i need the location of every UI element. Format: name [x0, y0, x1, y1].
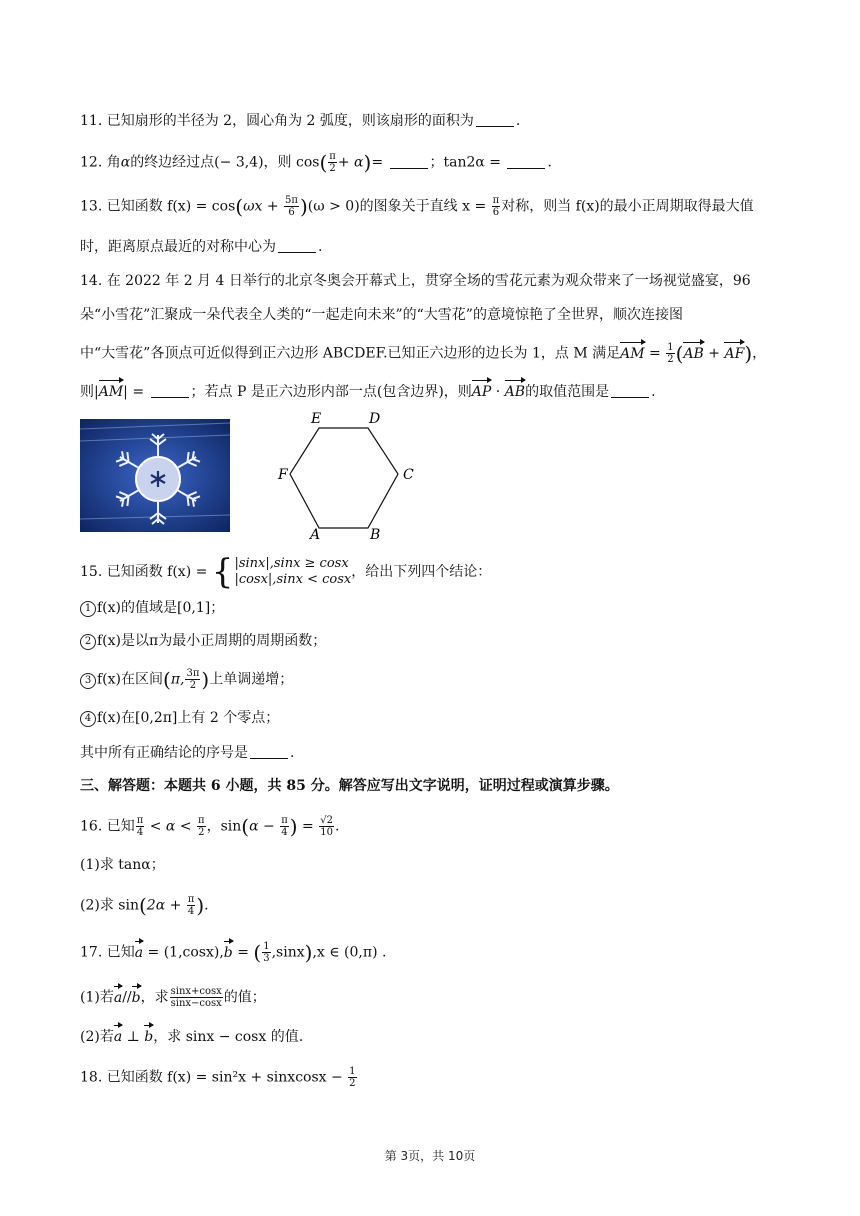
perpendicular-symbol: ⊥: [122, 1029, 145, 1045]
q16-part2-c: .: [204, 897, 209, 914]
frac-den: 4: [136, 827, 144, 838]
vector-a: a: [113, 989, 123, 1006]
hexagon-diagram: [270, 408, 430, 542]
vector-b: b: [144, 1029, 154, 1045]
fraction: [187, 894, 196, 917]
question-14-line-1: 14. 在 2022 年 2 月 4 日举行的北京冬奥会开幕式上，贯穿全场的雪花元素为观众带来了一场视觉盛宴，96: [80, 273, 751, 289]
frac-den: 2: [329, 163, 336, 174]
section-3-title: 三、解答题：本题共 6 小题，共 85 分。解答应写出文字说明，证明过程或演算步骤。: [80, 778, 619, 794]
vector-ab: AB: [683, 345, 704, 362]
q14-text-e: .: [651, 384, 656, 400]
question-14-line-3: [80, 342, 766, 365]
paren: (: [675, 341, 684, 366]
q14-text-c: ；若点 P 是正六边形内部一点(包含边界)，则: [190, 384, 472, 400]
fraction: [666, 342, 674, 365]
vector-b: b: [131, 989, 141, 1006]
abs-bar: |: [94, 384, 99, 400]
question-14-line-4: [80, 382, 656, 402]
q11-period: .: [515, 113, 521, 129]
frac-den: sinx−cosx: [170, 998, 222, 1009]
q17-text-b: = (1,cosx),: [143, 944, 224, 961]
fraction: [280, 815, 289, 838]
vertex-f: F: [278, 467, 288, 483]
answer-blank: [507, 154, 545, 169]
paren: ): [744, 341, 753, 366]
frac-num: π: [198, 815, 205, 826]
q16-part-2: [80, 894, 209, 917]
fraction: [170, 986, 223, 1009]
q16-text-f: .: [334, 818, 340, 835]
fraction: [262, 941, 270, 964]
q15-ask-end: .: [290, 745, 295, 761]
vector-am: AM: [98, 384, 124, 400]
q17-text-a: 17. 已知: [80, 944, 135, 961]
q13-text-f: .: [318, 239, 323, 255]
q15-ask: [80, 743, 294, 763]
q13-text-c: (ω > 0)的图象关于直线 x =: [307, 198, 491, 215]
q15-item-1: [80, 598, 224, 618]
frac-num: π: [281, 815, 288, 826]
q14-text-b: 则: [80, 384, 94, 400]
q13-text-a: 13. 已知函数 f(x) = cos: [80, 198, 236, 215]
q11-text: 11. 已知扇形的半径为 2，圆心角为 2 弧度，则该扇形的面积为: [80, 113, 474, 129]
item-text: f(x)在区间: [97, 671, 164, 688]
answer-blank: [390, 154, 428, 169]
frac-den: 6: [288, 207, 295, 218]
paren: (: [241, 814, 250, 839]
frac-num: 1: [263, 941, 270, 952]
item-text: f(x)在[0,2π]上有 2 个零点；: [97, 710, 280, 726]
q13-text-b: ωx +: [243, 198, 284, 215]
answer-blank: [151, 383, 189, 398]
q14-text-end: ，: [752, 345, 767, 362]
paren: (: [253, 940, 262, 965]
frac-num: π: [492, 195, 500, 206]
paren: ): [196, 893, 205, 918]
frac-den: 2: [198, 827, 205, 838]
answer-blank: [278, 238, 316, 253]
fraction: [348, 1066, 356, 1089]
circled-number: 1: [80, 601, 96, 617]
q17-text-e: ,x ∈ (0,π) .: [312, 944, 387, 961]
q16-text-c: ，sin: [206, 818, 242, 835]
q17-part-2: [80, 1027, 303, 1047]
q18-text: 18. 已知函数 f(x) = sin²x + sinxcosx −: [80, 1069, 348, 1086]
vertex-b: B: [370, 527, 381, 542]
item-text: f(x)是以π为最小正周期的周期函数；: [97, 633, 327, 649]
fraction: [319, 815, 334, 838]
question-16: [80, 815, 339, 838]
abs-bar: |: [123, 384, 128, 400]
frac-num: 1: [667, 342, 674, 353]
question-14-line-2: 朵“小雪花”汇聚成一朵代表全人类的“一起走向未来”的“大雪花”的意境惊艳了全世界，顺次连接图: [80, 307, 683, 323]
question-15-intro: [80, 552, 492, 592]
hexagon-shape: [290, 428, 398, 528]
q12-alpha: α: [120, 154, 131, 171]
vertex-d: D: [369, 411, 381, 427]
frac-den: 4: [281, 827, 288, 838]
case-1: |sinx|,sinx ≥ cosx: [234, 556, 349, 571]
page-footer: 第 3页，共 10页: [384, 1149, 476, 1163]
paren: ): [201, 667, 210, 692]
paren: ): [304, 940, 313, 965]
q14-text-a: 中“大雪花”各顶点可近似得到正六边形 ABCDEF.已知正六边形的边长为 1，点 M 满足: [80, 345, 621, 362]
frac-num: 5π: [285, 195, 298, 206]
frac-den: 2: [189, 680, 197, 691]
vector-a: a: [113, 1029, 123, 1045]
q15-ask-text: 其中所有正确结论的序号是: [80, 745, 248, 761]
question-11: [80, 111, 520, 131]
q17-p1-c: ，求: [140, 989, 169, 1006]
frac-num: 1: [349, 1066, 356, 1077]
q17-p2-a: (2)若: [80, 1029, 114, 1045]
q17-p1-d: 的值；: [223, 989, 266, 1006]
vector-b: b: [223, 944, 233, 961]
plus: +: [703, 345, 725, 362]
question-17: [80, 941, 386, 964]
snowflake-photo: [80, 419, 230, 532]
circled-number: 3: [80, 673, 96, 689]
question-18: [80, 1066, 358, 1089]
frac-den: 10: [320, 827, 333, 838]
q16-text-b: < α <: [145, 818, 197, 835]
frac-num: π: [187, 894, 195, 905]
q12-text-c: + α: [337, 154, 364, 171]
vector-ab: AB: [504, 384, 526, 400]
q16-text-a: 16. 已知: [80, 818, 135, 835]
vector-ap: AP: [471, 384, 492, 400]
q12-text-d: =: [371, 154, 388, 171]
fraction: [197, 815, 206, 838]
answer-blank: [476, 112, 514, 127]
dot-product: ·: [491, 384, 505, 400]
circled-number: 4: [80, 711, 96, 727]
fraction: [136, 815, 145, 838]
q12-text-f: .: [547, 154, 552, 171]
q12-text-b: 的终边经过点(− 3,4)，则 cos: [130, 154, 320, 171]
q14-text-d: 的取值范围是: [525, 384, 610, 400]
vector-a: a: [134, 944, 144, 961]
q16-part2-b: 2α +: [146, 897, 186, 914]
frac-num: π: [329, 151, 336, 162]
interval-left: π,: [170, 671, 185, 688]
q17-p2-c: ，求 sinx − cosx 的值.: [153, 1029, 304, 1045]
equals: =: [644, 345, 666, 362]
answer-blank: [250, 744, 288, 759]
q16-text-d: α −: [249, 818, 280, 835]
q15-item-3: [80, 668, 293, 691]
q16-part-1: (1)求 tanα；: [80, 857, 165, 873]
frac-den: 3: [263, 953, 270, 964]
paren: (: [235, 194, 244, 219]
frac-den: 6: [492, 207, 500, 218]
paren: (: [319, 150, 328, 175]
piecewise-cases: [234, 556, 351, 588]
answer-blank: [611, 383, 649, 398]
fraction: [492, 195, 501, 218]
q12-text-e: ；tan2α =: [429, 154, 506, 171]
frac-den: 2: [667, 354, 674, 365]
parallel-symbol: //: [122, 989, 132, 1006]
frac-den: 2: [349, 1078, 356, 1089]
q12-text-a: 12. 角: [80, 154, 121, 171]
q17-p1-a: (1)若: [80, 989, 114, 1006]
q15-item-4: [80, 708, 279, 728]
q15-text-a: 15. 已知函数 f(x) =: [80, 564, 212, 580]
paren: ): [299, 194, 308, 219]
item-text: f(x)的值域是[0,1]；: [97, 600, 225, 616]
q17-text-d: ,sinx: [271, 944, 305, 961]
snowflake-image: [80, 419, 230, 532]
vertex-c: C: [403, 467, 414, 483]
vector-am: AM: [620, 345, 645, 362]
equals: =: [297, 818, 319, 835]
frac-num: sinx+cosx: [170, 986, 222, 997]
frac-num: π: [136, 815, 144, 826]
circled-number: 2: [80, 634, 96, 650]
q17-part-1: [80, 986, 266, 1009]
paren: ): [363, 150, 372, 175]
paren: (: [138, 893, 147, 918]
question-13-line-1: [80, 195, 754, 218]
paren: (: [163, 667, 171, 692]
q16-part2-a: (2)求 sin: [80, 897, 139, 914]
brace: {: [211, 552, 234, 592]
equals: =: [127, 384, 149, 400]
frac-num: 3π: [186, 668, 200, 679]
paren: ): [289, 814, 298, 839]
vertex-e: E: [311, 411, 322, 427]
case-2: |cosx|,sinx < cosx: [234, 572, 352, 587]
question-13-line-2: [80, 237, 322, 257]
frac-den: 4: [187, 906, 195, 917]
fraction: [185, 668, 200, 691]
frac-num: √2: [320, 815, 333, 826]
equals: =: [232, 944, 254, 961]
item-text: 上单调递增；: [209, 671, 294, 688]
vertex-a: A: [310, 527, 321, 542]
q15-text-b: ，给出下列四个结论：: [351, 564, 492, 580]
q15-item-2: [80, 631, 326, 651]
fraction: [328, 151, 337, 174]
q13-text-d: 对称，则当 f(x)的最小正周期取得最大值: [501, 198, 754, 215]
question-12: [80, 151, 552, 174]
vector-af: AF: [724, 345, 745, 362]
q13-text-e: 时，距离原点最近的对称中心为: [80, 239, 276, 255]
fraction: [284, 195, 299, 218]
